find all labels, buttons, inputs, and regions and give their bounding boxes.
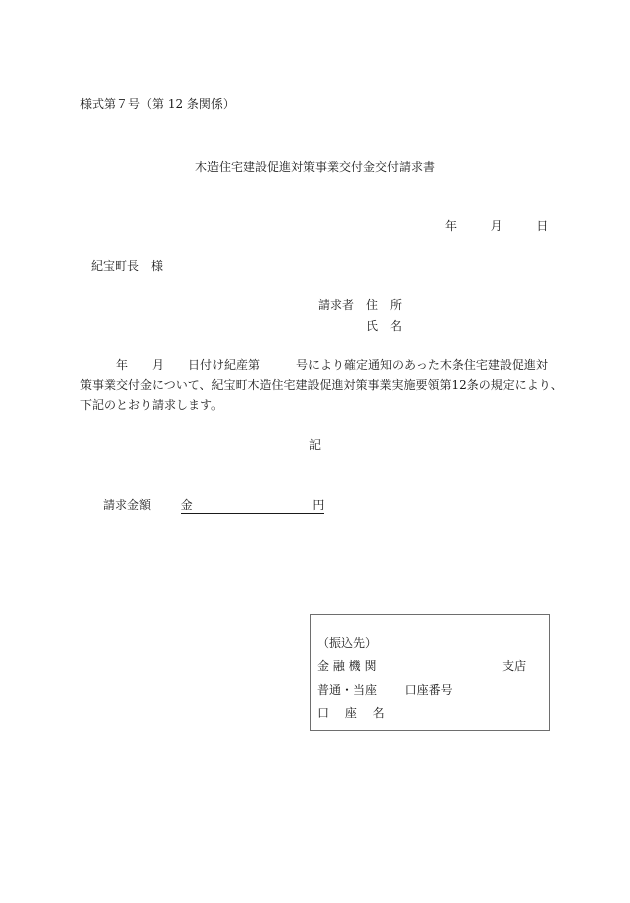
account-row	[317, 682, 453, 698]
applicant-name-label: 氏 名	[366, 319, 403, 333]
body-line: 策事業交付金について、紀宝町木造住宅建設促進対策事業実施要領第12条の規定により、	[80, 378, 563, 392]
branch-label: 支店	[502, 659, 527, 673]
date-month: 月	[490, 219, 503, 233]
body-line: 下記のとおり請求します。	[80, 398, 224, 412]
request-body	[80, 355, 563, 415]
recipient: 紀宝町長 様	[91, 259, 164, 273]
bank-transfer-box	[310, 614, 550, 731]
bank-heading: （振込先）	[317, 636, 378, 650]
amount-prefix: 金	[180, 498, 193, 512]
ki-heading: 記	[308, 438, 321, 452]
amount-label: 請求金額	[103, 498, 152, 512]
account-number-label: 口座番号	[404, 683, 453, 697]
account-type-label: 普通・当座	[317, 683, 378, 697]
date-year: 年	[445, 219, 458, 233]
date-day: 日	[536, 219, 549, 233]
amount-row	[103, 497, 324, 514]
financial-institution-row	[317, 658, 526, 674]
body-line: 年 月 日付け紀産第 号により確定通知のあった木条住宅建設促進対	[80, 358, 548, 372]
date-line	[445, 218, 548, 234]
amount-suffix: 円	[312, 498, 325, 512]
financial-institution-label: 金 融 機 関	[317, 659, 377, 673]
form-number: 様式第７号（第 12 条関係）	[80, 97, 235, 111]
applicant-address-label: 請求者 住 所	[318, 298, 403, 312]
account-name-label: 口 座 名	[317, 706, 385, 720]
document-title: 木造住宅建設促進対策事業交付金交付請求書	[194, 160, 435, 174]
